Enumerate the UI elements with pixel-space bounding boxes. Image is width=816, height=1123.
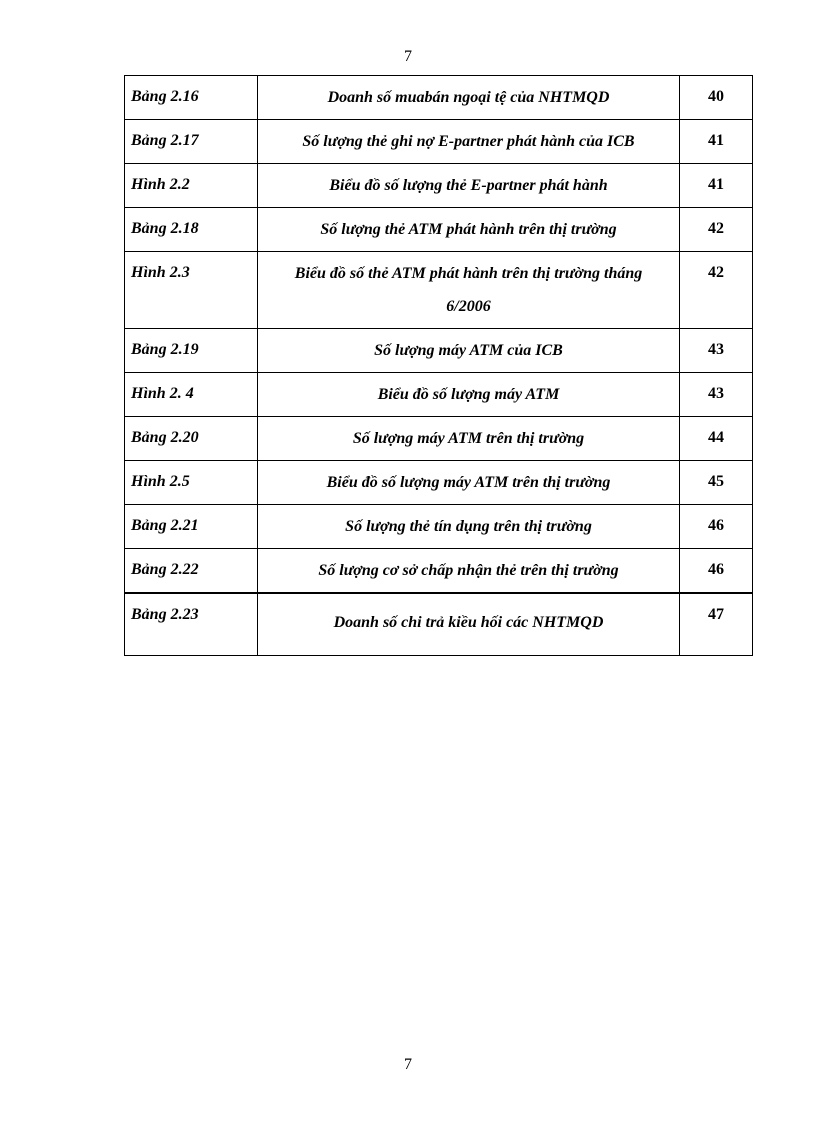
entry-label: Hình 2. 4 — [125, 373, 258, 417]
entry-label: Bảng 2.23 — [125, 593, 258, 656]
entry-label: Hình 2.3 — [125, 252, 258, 329]
table-row — [125, 593, 753, 656]
entry-title-line: Số lượng thẻ ATM phát hành trên thị trường — [320, 221, 617, 238]
entry-title-line: Số lượng thẻ tín dụng trên thị trường — [345, 518, 592, 535]
entry-title-line: Số lượng thẻ ghi nợ E-partner phát hành của ICB — [302, 133, 635, 150]
entry-label: Bảng 2.22 — [125, 549, 258, 594]
page-number-bottom: 7 — [404, 1056, 412, 1073]
table-row — [125, 329, 753, 373]
entry-page-number: 47 — [680, 593, 753, 656]
entry-title — [258, 252, 680, 329]
entry-title-line: Biểu đồ số lượng máy ATM — [377, 386, 560, 403]
entry-title — [258, 373, 680, 417]
entry-title — [258, 120, 680, 164]
table-row — [125, 208, 753, 252]
entry-label: Bảng 2.19 — [125, 329, 258, 373]
table-row — [125, 505, 753, 549]
entry-label: Bảng 2.21 — [125, 505, 258, 549]
entry-page-number: 41 — [680, 164, 753, 208]
entry-title-line: Số lượng máy ATM trên thị trường — [352, 430, 585, 447]
entry-title-line: Biểu đồ số lượng thẻ E-partner phát hành — [329, 177, 608, 194]
entry-title-line: Biểu đồ số lượng máy ATM trên thị trường — [326, 474, 611, 491]
entry-page-number: 40 — [680, 76, 753, 120]
entry-page-number: 46 — [680, 549, 753, 594]
entry-label: Bảng 2.17 — [125, 120, 258, 164]
entry-title-line: Doanh số chi trả kiều hối các NHTMQD — [333, 614, 604, 631]
entry-title — [258, 593, 680, 656]
table-row — [125, 164, 753, 208]
table-row — [125, 76, 753, 120]
table-row — [125, 417, 753, 461]
entry-page-number: 42 — [680, 252, 753, 329]
entry-title-line: 6/2006 — [446, 298, 491, 315]
table-row — [125, 549, 753, 594]
entry-page-number: 43 — [680, 329, 753, 373]
entry-title — [258, 417, 680, 461]
entry-title — [258, 76, 680, 120]
entry-page-number: 43 — [680, 373, 753, 417]
page-number-top: 7 — [404, 48, 412, 65]
table-row — [125, 252, 753, 329]
entry-title — [258, 208, 680, 252]
entry-label: Bảng 2.18 — [125, 208, 258, 252]
entry-page-number: 45 — [680, 461, 753, 505]
entry-label: Hình 2.2 — [125, 164, 258, 208]
entry-label: Hình 2.5 — [125, 461, 258, 505]
entry-title — [258, 329, 680, 373]
table-row — [125, 373, 753, 417]
entry-label: Bảng 2.16 — [125, 76, 258, 120]
entry-title — [258, 164, 680, 208]
table-row — [125, 461, 753, 505]
entry-title-line: Biểu đồ số thẻ ATM phát hành trên thị trường tháng — [294, 265, 643, 282]
entry-title-line: Doanh số muabán ngoại tệ của NHTMQD — [327, 89, 610, 106]
entry-title — [258, 461, 680, 505]
entry-label: Bảng 2.20 — [125, 417, 258, 461]
entry-page-number: 41 — [680, 120, 753, 164]
entry-title-line: Số lượng máy ATM của ICB — [374, 342, 563, 359]
entry-page-number: 42 — [680, 208, 753, 252]
table-row — [125, 120, 753, 164]
entry-page-number: 44 — [680, 417, 753, 461]
entry-title — [258, 549, 680, 594]
list-of-tables-and-figures — [124, 75, 753, 656]
entry-title — [258, 505, 680, 549]
entry-title-line: Số lượng cơ sở chấp nhận thẻ trên thị trường — [318, 562, 619, 579]
entry-page-number: 46 — [680, 505, 753, 549]
